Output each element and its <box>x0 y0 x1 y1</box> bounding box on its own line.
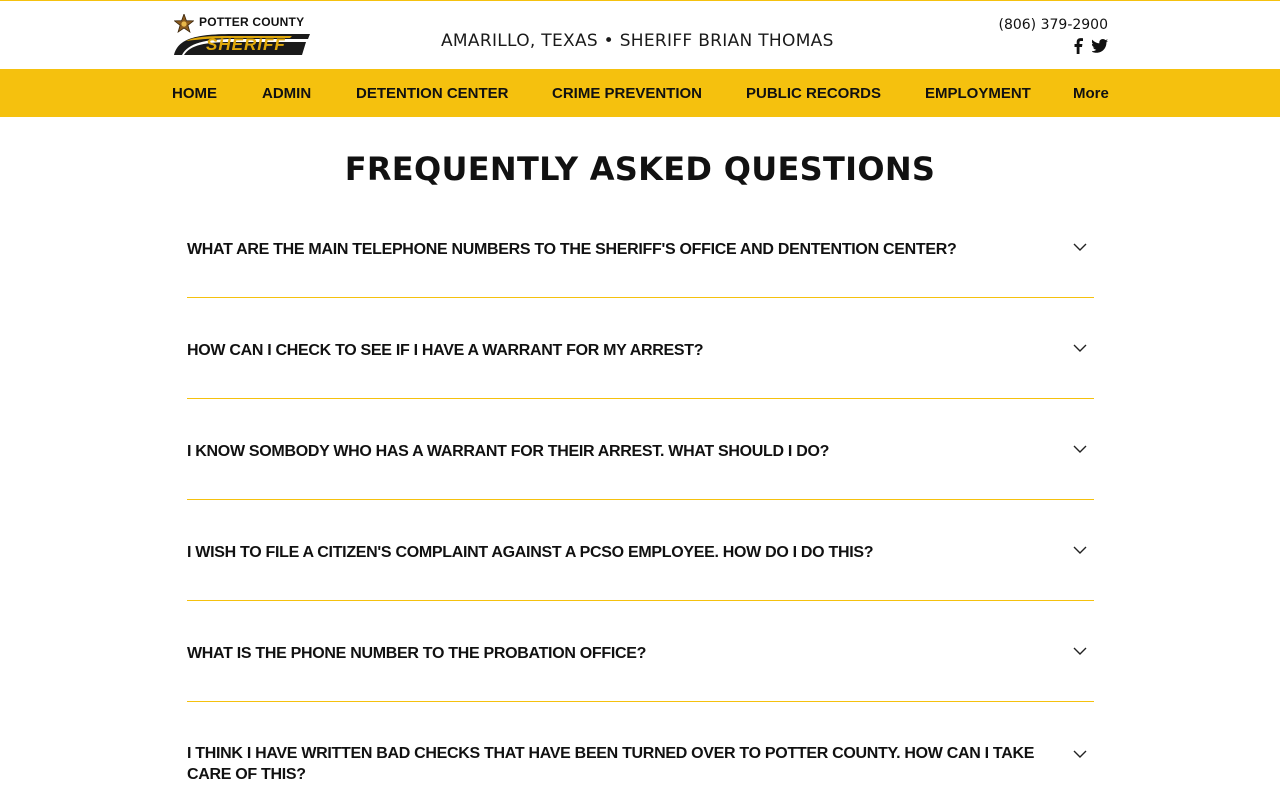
faq-item[interactable] <box>187 197 1094 298</box>
faq-question: HOW CAN I CHECK TO SEE IF I HAVE A WARRANT FOR MY ARREST? <box>187 342 704 359</box>
logo-county-text: POTTER COUNTY <box>199 15 305 29</box>
phone-number[interactable]: (806) 379-2900 <box>998 17 1108 33</box>
faq-item[interactable] <box>187 298 1094 399</box>
nav-item-more[interactable]: More <box>1073 85 1109 102</box>
twitter-icon[interactable] <box>1092 39 1108 53</box>
faq-question: I WISH TO FILE A CITIZEN'S COMPLAINT AGAINST A PCSO EMPLOYEE. HOW DO I DO THIS? <box>187 544 874 561</box>
nav-item-home[interactable]: HOME <box>172 85 217 102</box>
site-tagline: AMARILLO, TEXAS • SHERIFF BRIAN THOMAS <box>441 31 834 51</box>
faq-question: I THINK I HAVE WRITTEN BAD CHECKS THAT HAVE BEEN TURNED OVER TO POTTER COUNTY. HOW CAN I TAKE CARE OF THIS? <box>187 745 1035 783</box>
social-links <box>1073 37 1109 55</box>
chevron-down-icon[interactable] <box>1073 646 1087 656</box>
faq-question: I KNOW SOMBODY WHO HAS A WARRANT FOR THEIR ARREST. WHAT SHOULD I DO? <box>187 443 830 460</box>
site-logo[interactable] <box>172 12 312 58</box>
faq-item[interactable] <box>187 399 1094 500</box>
page-title: FREQUENTLY ASKED QUESTIONS <box>344 150 936 188</box>
chevron-down-icon[interactable] <box>1073 343 1087 353</box>
chevron-down-icon[interactable] <box>1073 749 1087 759</box>
chevron-down-icon[interactable] <box>1073 242 1087 252</box>
chevron-down-icon[interactable] <box>1073 444 1087 454</box>
nav-item-crime-prevention[interactable]: CRIME PREVENTION <box>552 85 703 102</box>
site-header <box>0 1 1280 69</box>
main-navigation <box>0 69 1280 117</box>
faq-item[interactable] <box>187 500 1094 601</box>
faq-question: WHAT IS THE PHONE NUMBER TO THE PROBATION OFFICE? <box>187 645 647 662</box>
facebook-icon[interactable] <box>1073 38 1085 54</box>
nav-item-admin[interactable]: ADMIN <box>262 85 312 102</box>
faq-item[interactable] <box>187 702 1094 800</box>
faq-question: WHAT ARE THE MAIN TELEPHONE NUMBERS TO THE SHERIFF'S OFFICE AND DENTENTION CENTER? <box>187 241 957 258</box>
logo-sheriff-text: SHERIFF <box>206 35 286 54</box>
nav-item-public-records[interactable]: PUBLIC RECORDS <box>746 85 882 102</box>
faq-list <box>187 197 1094 800</box>
nav-item-employment[interactable]: EMPLOYMENT <box>925 85 1031 102</box>
nav-item-detention-center[interactable]: DETENTION CENTER <box>356 85 509 102</box>
faq-item[interactable] <box>187 601 1094 702</box>
chevron-down-icon[interactable] <box>1073 545 1087 555</box>
